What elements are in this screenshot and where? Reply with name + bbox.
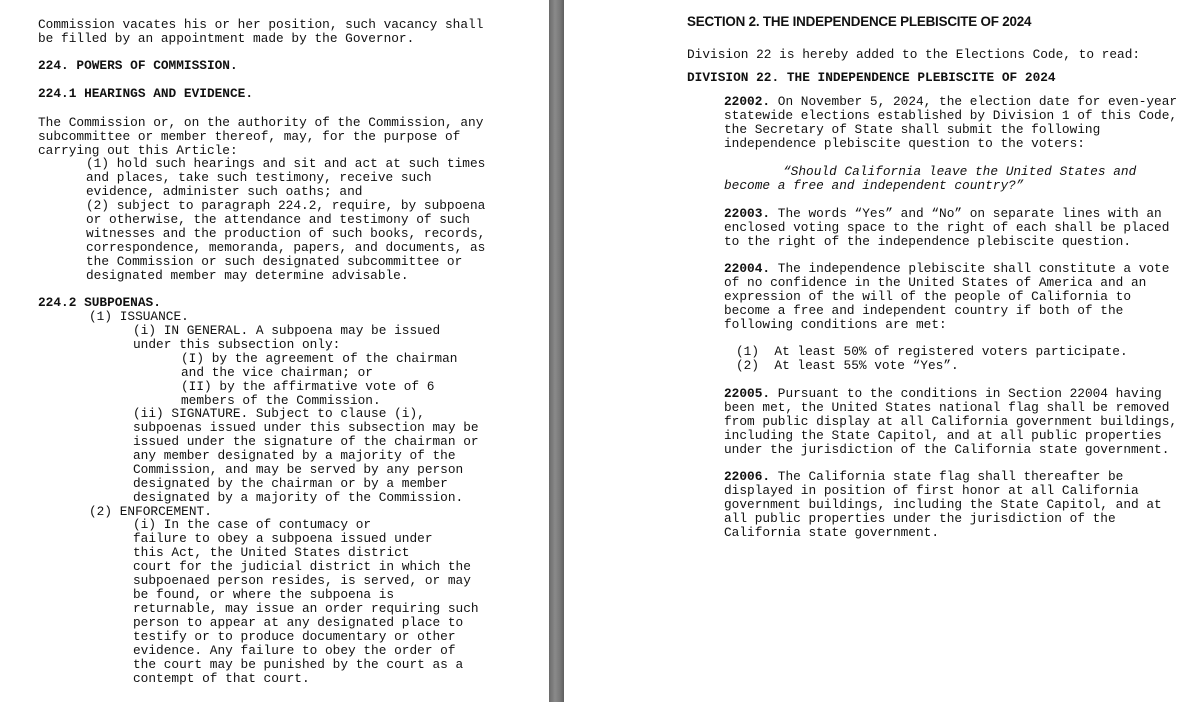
text-line: members of the Commission. xyxy=(181,393,381,408)
text-span: The California state flag shall thereafter be xyxy=(777,469,1124,484)
text-line: (1) ISSUANCE. xyxy=(89,309,189,324)
text-line: or otherwise, the attendance and testimony of such xyxy=(86,212,470,227)
condition-2: (2) At least 55% vote “Yes”. xyxy=(736,358,959,373)
text-line: (II) by the affirmative vote of 6 xyxy=(181,379,435,394)
page-gutter xyxy=(549,0,564,702)
text-line: California state government. xyxy=(724,525,940,540)
text-line: government buildings, including the State Capitol, and at xyxy=(724,497,1162,512)
text-line: testify or to produce documentary or other xyxy=(133,629,456,644)
plebiscite-question: become a free and independent country?” xyxy=(724,178,1024,193)
heading-224-1: 224.1 HEARINGS AND EVIDENCE. xyxy=(38,86,254,101)
text-line: enclosed voting space to the right of each shall be placed xyxy=(724,220,1170,235)
text-line: under this subsection only: xyxy=(133,337,341,352)
text-line: subcommittee or member thereof, may, for the purpose of xyxy=(38,129,461,144)
text-line: be filled by an appointment made by the Governor. xyxy=(38,31,415,46)
section-22003-number: 22003. xyxy=(724,206,771,221)
text-line: subpoenas issued under this subsection may be xyxy=(133,420,479,435)
heading-224: 224. POWERS OF COMMISSION. xyxy=(38,58,238,73)
plebiscite-question: “Should California leave the United States and xyxy=(783,164,1137,179)
text-line: designated by a majority of the Commission. xyxy=(133,490,464,505)
text-line: designated member may determine advisable. xyxy=(86,268,409,283)
text-line: the Commission or such designated subcommittee or xyxy=(86,254,463,269)
text-line: the Secretary of State shall submit the following xyxy=(724,122,1101,137)
text-line: (1) hold such hearings and sit and act at such times xyxy=(86,156,486,171)
text-line: witnesses and the production of such books, records, xyxy=(86,226,486,241)
text-line: evidence, administer such oaths; and xyxy=(86,184,363,199)
text-line: person to appear at any designated place to xyxy=(133,615,464,630)
text-line: all public properties under the jurisdiction of the xyxy=(724,511,1116,526)
text-line: under the jurisdiction of the California state government. xyxy=(724,442,1170,457)
text-line: displayed in position of first honor at all California xyxy=(724,483,1139,498)
text-line: failure to obey a subpoena issued under xyxy=(133,531,433,546)
text-line: following conditions are met: xyxy=(724,317,947,332)
text-line: court for the judicial district in which the xyxy=(133,559,471,574)
text-line: the court may be punished by the court as a xyxy=(133,657,464,672)
text-line: Commission, and may be served by any person xyxy=(133,462,464,477)
text-line: (i) IN GENERAL. A subpoena may be issued xyxy=(133,323,441,338)
text-line: and the vice chairman; or xyxy=(181,365,373,380)
section-22004-number: 22004. xyxy=(724,261,771,276)
condition-1: (1) At least 50% of registered voters participate. xyxy=(736,344,1128,359)
section-title: SECTION 2. THE INDEPENDENCE PLEBISCITE OF 2024 xyxy=(687,14,1032,29)
text-line: (2) subject to paragraph 224.2, require, by subpoena xyxy=(86,198,486,213)
text-line: (ii) SIGNATURE. Subject to clause (i), xyxy=(133,406,425,421)
text-line: correspondence, memoranda, papers, and documents, as xyxy=(86,240,486,255)
text-line: become a free and independent country if both of the xyxy=(724,303,1124,318)
text-span: The independence plebiscite shall constitute a vote xyxy=(777,261,1170,276)
section-22006-number: 22006. xyxy=(724,469,771,484)
text-line: (I) by the agreement of the chairman xyxy=(181,351,458,366)
text-span: Pursuant to the conditions in Section 22004 having xyxy=(777,386,1162,401)
text-line: issued under the signature of the chairman or xyxy=(133,434,479,449)
text-line: to the right of the independence plebiscite question. xyxy=(724,234,1132,249)
text-line: (2) ENFORCEMENT. xyxy=(89,504,212,519)
section-22005-number: 22005. xyxy=(724,386,771,401)
heading-224-2: 224.2 SUBPOENAS. xyxy=(38,295,161,310)
text-line: Division 22 is hereby added to the Elections Code, to read: xyxy=(687,47,1141,62)
right-page xyxy=(564,0,1200,702)
text-line: contempt of that court. xyxy=(133,671,310,686)
text-line: this Act, the United States district xyxy=(133,545,410,560)
section-22003-first-line xyxy=(724,207,1162,221)
text-line: including the State Capitol, and at all public properties xyxy=(724,428,1162,443)
section-22002-first-line xyxy=(724,95,1177,109)
text-line: been met, the United States national flag shall be removed xyxy=(724,400,1170,415)
left-page xyxy=(0,0,549,702)
text-line: from public display at all California government buildings, xyxy=(724,414,1178,429)
text-line: of no confidence in the United States of America and an xyxy=(724,275,1147,290)
text-line: evidence. Any failure to obey the order of xyxy=(133,643,456,658)
text-span: On November 5, 2024, the election date for even-year xyxy=(777,94,1178,109)
section-22005-first-line xyxy=(724,387,1162,401)
text-line: expression of the will of the people of California to xyxy=(724,289,1132,304)
text-line: Commission vacates his or her position, such vacancy shall xyxy=(38,17,484,32)
text-line: (i) In the case of contumacy or xyxy=(133,517,372,532)
section-22002-number: 22002. xyxy=(724,94,771,109)
text-line: independence plebiscite question to the voters: xyxy=(724,136,1085,151)
section-22006-first-line xyxy=(724,470,1123,484)
text-line: any member designated by a majority of the xyxy=(133,448,456,463)
text-line: The Commission or, on the authority of the Commission, any xyxy=(38,115,484,130)
text-line: be found, or where the subpoena is xyxy=(133,587,395,602)
section-22004-first-line xyxy=(724,262,1169,276)
text-line: designated by the chairman or by a member xyxy=(133,476,448,491)
text-line: and places, take such testimony, receive such xyxy=(86,170,432,185)
text-line: statewide elections established by Division 1 of this Code, xyxy=(724,108,1178,123)
division-heading: DIVISION 22. THE INDEPENDENCE PLEBISCITE OF 2024 xyxy=(687,70,1056,85)
text-line: subpoenaed person resides, is served, or may xyxy=(133,573,471,588)
text-line: carrying out this Article: xyxy=(38,143,238,158)
text-line: returnable, may issue an order requiring such xyxy=(133,601,479,616)
text-span: The words “Yes” and “No” on separate lines with an xyxy=(777,206,1162,221)
